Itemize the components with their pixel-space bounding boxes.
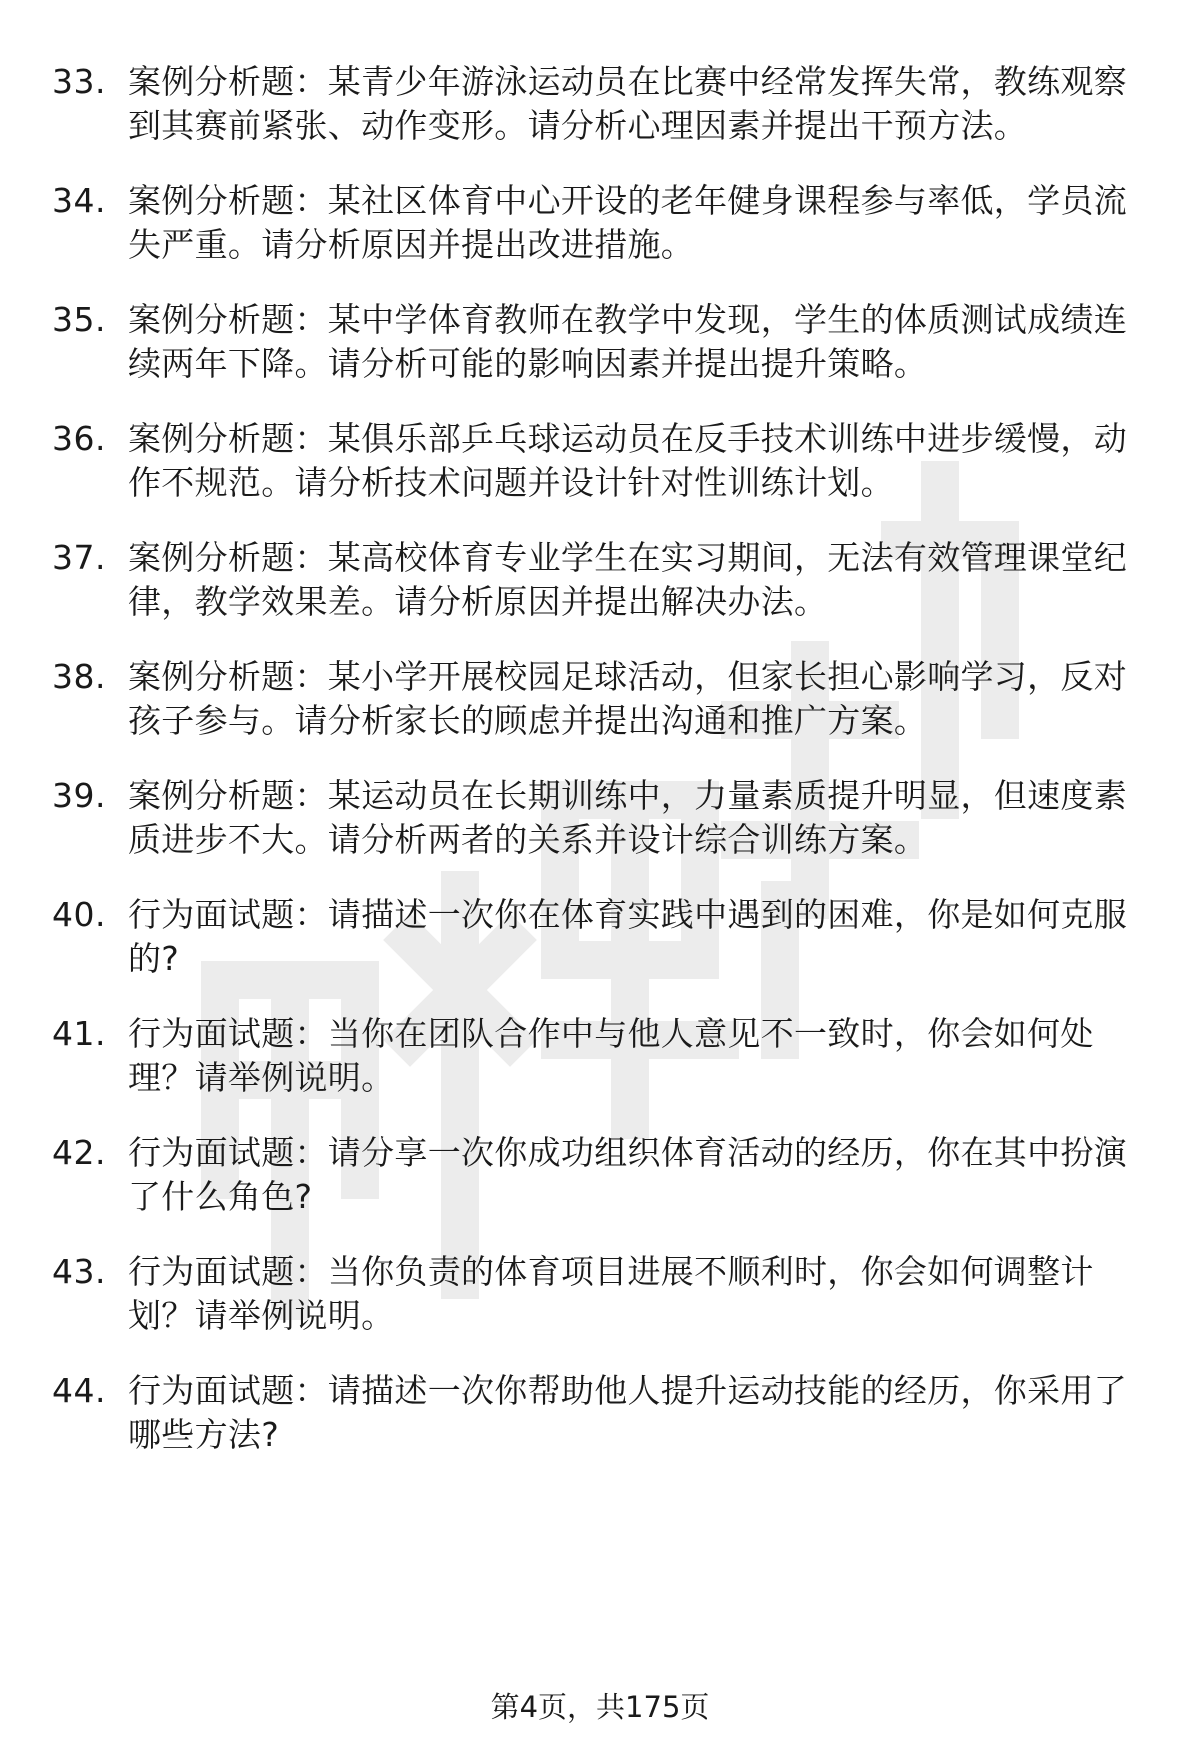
question-text: 案例分析题：某俱乐部乒乓球运动员在反手技术训练中进步缓慢，动作不规范。请分析技术问题并设计针对性训练计划。 (128, 419, 1127, 502)
question-item (0, 417, 1200, 505)
page-footer: 第4页，共175页 (490, 1690, 710, 1724)
question-item (0, 774, 1200, 862)
question-list (0, 60, 1200, 1488)
question-item (0, 1131, 1200, 1219)
question-number: 44. (52, 1371, 106, 1410)
question-text: 行为面试题：请分享一次你成功组织体育活动的经历，你在其中扮演了什么角色? (128, 1133, 1127, 1216)
question-number: 42. (52, 1133, 106, 1172)
question-item (0, 655, 1200, 743)
question-number: 40. (52, 895, 106, 934)
question-text: 行为面试题：请描述一次你帮助他人提升运动技能的经历，你采用了哪些方法? (128, 1371, 1127, 1454)
question-number: 36. (52, 419, 106, 458)
question-text: 案例分析题：某高校体育专业学生在实习期间，无法有效管理课堂纪律，教学效果差。请分析原因并提出解决办法。 (128, 538, 1127, 621)
question-text: 案例分析题：某中学体育教师在教学中发现，学生的体质测试成绩连续两年下降。请分析可能的影响因素并提出提升策略。 (128, 300, 1127, 383)
question-item (0, 536, 1200, 624)
question-number: 41. (52, 1014, 106, 1053)
question-number: 39. (52, 776, 106, 815)
question-number: 38. (52, 657, 106, 696)
question-text: 行为面试题：请描述一次你在体育实践中遇到的困难，你是如何克服的? (128, 895, 1127, 978)
question-number: 33. (52, 62, 106, 101)
question-item (0, 1250, 1200, 1338)
question-number: 34. (52, 181, 106, 220)
question-item (0, 179, 1200, 267)
question-item (0, 1369, 1200, 1457)
question-text: 案例分析题：某青少年游泳运动员在比赛中经常发挥失常，教练观察到其赛前紧张、动作变形。请分析心理因素并提出干预方法。 (128, 62, 1127, 145)
question-item (0, 1012, 1200, 1100)
question-item (0, 60, 1200, 148)
question-item (0, 298, 1200, 386)
question-number: 35. (52, 300, 106, 339)
question-text: 案例分析题：某小学开展校园足球活动，但家长担心影响学习，反对孩子参与。请分析家长的顾虑并提出沟通和推广方案。 (128, 657, 1127, 740)
question-text: 案例分析题：某社区体育中心开设的老年健身课程参与率低，学员流失严重。请分析原因并提出改进措施。 (128, 181, 1127, 264)
question-text: 行为面试题：当你负责的体育项目进展不顺利时，你会如何调整计划？请举例说明。 (128, 1252, 1094, 1335)
question-item (0, 893, 1200, 981)
question-text: 行为面试题：当你在团队合作中与他人意见不一致时，你会如何处理？请举例说明。 (128, 1014, 1094, 1097)
question-number: 37. (52, 538, 106, 577)
question-number: 43. (52, 1252, 106, 1291)
question-text: 案例分析题：某运动员在长期训练中，力量素质提升明显，但速度素质进步不大。请分析两者的关系并设计综合训练方案。 (128, 776, 1127, 859)
